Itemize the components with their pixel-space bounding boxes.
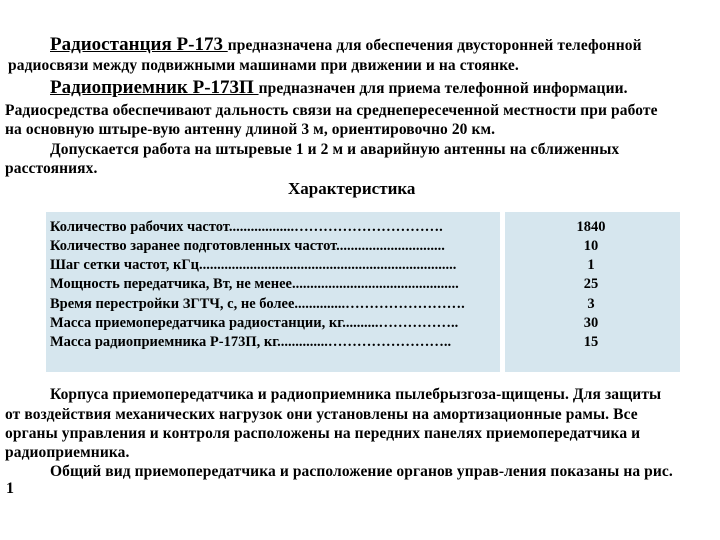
intro-line-5: на основную штыре-вую антенну длиной 3 м, ориентировочно 20 км. <box>5 121 496 138</box>
intro-line-3 <box>50 77 628 99</box>
outro-line-1: Корпуса приемопередатчика и радиоприемника пылебрызгоза-щищены. Для защиты <box>50 386 662 403</box>
table-row-label: Шаг сетки частот, кГц....................................................................... <box>50 257 457 273</box>
intro-line-2: радиосвязи между подвижными машинами при движении и на стоянке. <box>8 57 519 74</box>
intro-line-7: расстояниях. <box>5 160 98 177</box>
table-row-value: 1840 <box>576 219 606 235</box>
table-row-label: Масса радиоприемника Р-173П, кг..............…………………….. <box>50 334 452 350</box>
intro-line-4: Радиосредства обеспечивают дальность связи на среднепересеченной местности при работе <box>5 102 658 119</box>
intro-line-3-rest: предназначен для приема телефонной информации. <box>258 80 628 97</box>
table-row-value: 15 <box>583 334 599 350</box>
outro-line-3: органы управления и контроля расположены на передних панелях приемопередатчика и <box>5 425 641 442</box>
outro-line-2: от воздействия механических нагрузок они установлены на амортизационные рамы. Все <box>5 406 638 423</box>
table-row-label: Количество рабочих частот..................…………………………. <box>50 219 443 235</box>
intro-line-6: Допускается работа на штыревые 1 и 2 м и аварийную антенны на сближенных <box>50 141 620 158</box>
intro-line-1 <box>50 34 642 56</box>
outro-line-5: Общий вид приемопередатчика и расположение органов управ-ления показаны на рис. <box>50 463 673 480</box>
intro-line-1-rest: предназначена для обеспечения двусторонней телефонной <box>227 37 642 54</box>
table-row-label: Масса приемопередатчика радиостанции, кг..........…………….. <box>50 315 459 331</box>
page-number: 1 <box>6 480 14 497</box>
table-row-value: 25 <box>583 276 599 292</box>
outro-line-4: радиоприемника. <box>5 444 130 461</box>
table-row-value: 3 <box>587 296 595 312</box>
table-row-value: 30 <box>583 315 599 331</box>
table-row-value: 1 <box>587 257 595 273</box>
table-column-divider <box>500 212 505 372</box>
table-row-label: Мощность передатчика, Вт, не менее.............................................. <box>50 276 459 292</box>
table-row-value: 10 <box>583 238 599 254</box>
receiver-title: Радиоприемник Р-173П <box>50 77 259 98</box>
characteristics-title: Характеристика <box>288 179 416 198</box>
table-row-label: Время перестройки ЗГТЧ, с, не более..............……………………. <box>50 296 465 312</box>
radio-station-title: Радиостанция Р-173 <box>50 34 228 55</box>
table-row-label: Количество заранее подготовленных частот.............................. <box>50 238 445 254</box>
